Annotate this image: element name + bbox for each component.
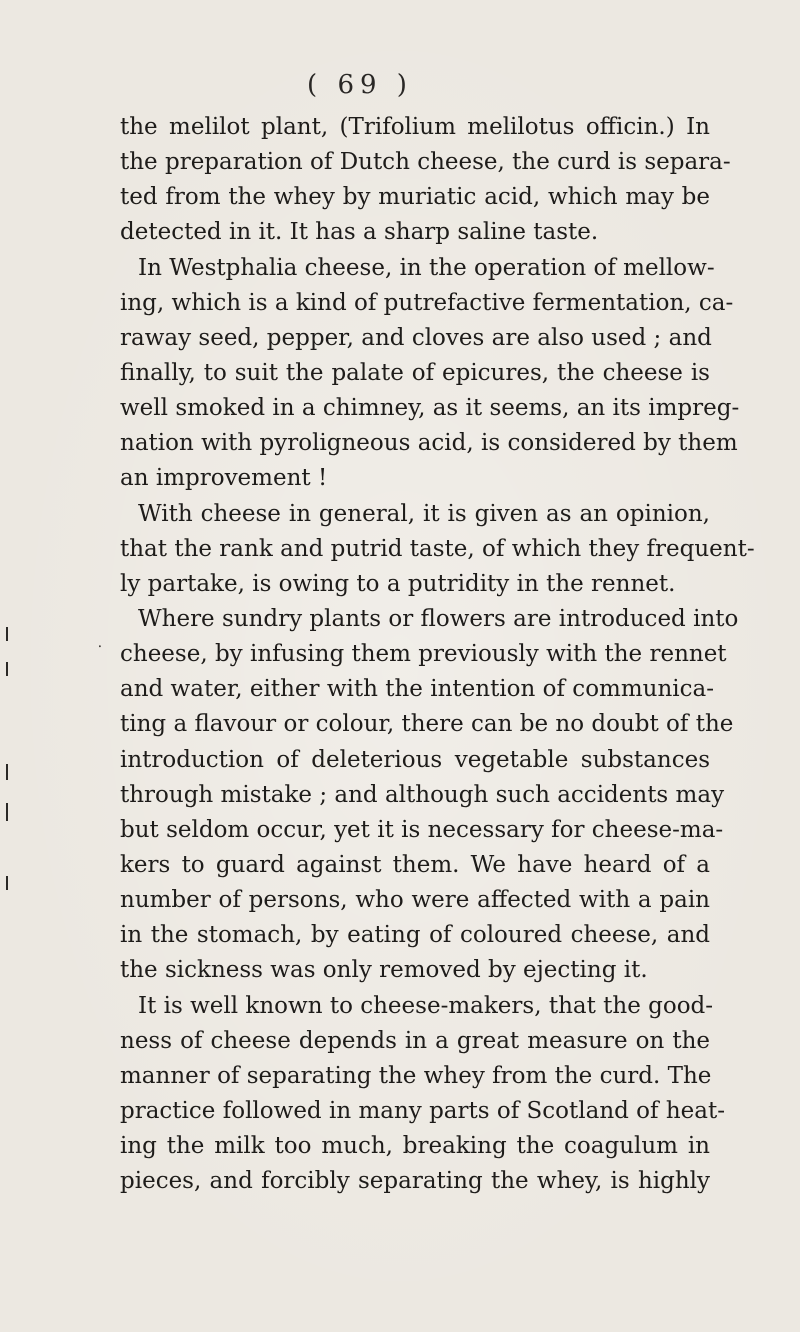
text-line: Where sundry plants or flowers are introduced into	[138, 605, 739, 632]
margin-mark: ⸱	[98, 639, 102, 655]
text-line: the preparation of Dutch cheese, the curd is separa-	[120, 149, 731, 176]
text-line: that the rank and putrid taste, of which they frequent-	[120, 535, 755, 562]
text-line: detected in it. It has a sharp saline taste.	[120, 219, 599, 246]
text-line: It is well known to cheese-makers, that the good-	[138, 992, 714, 1019]
text-line: in the stomach, by eating of coloured cheese, and	[120, 922, 710, 949]
text-line: the sickness was only removed by ejecting it.	[120, 957, 648, 984]
text-line: through mistake ; and although such accidents may	[120, 781, 725, 808]
text-line: ing, which is a kind of putrefactive fermentation, ca-	[120, 289, 734, 316]
page-edge-mark	[6, 876, 8, 890]
text-line: ness of cheese depends in a great measure on the	[120, 1027, 710, 1054]
text-line: the melilot plant, (Trifolium melilotus officin.) In	[120, 114, 710, 140]
text-line: and water, either with the intention of communica-	[120, 676, 715, 703]
text-line: ting a flavour or colour, there can be no doubt of the	[120, 711, 734, 738]
text-line: but seldom occur, yet it is necessary for cheese-ma-	[120, 816, 724, 843]
text-line: ly partake, is owing to a putridity in the rennet.	[120, 570, 676, 597]
page-edge-mark	[6, 662, 8, 676]
page-edge-mark	[6, 764, 8, 780]
text-line: With cheese in general, it is given as an opinion,	[138, 500, 710, 527]
text-line: an improvement !	[120, 465, 328, 492]
text-line: introduction of deleterious vegetable substances	[120, 746, 710, 773]
text-line: cheese, by infusing them previously with the rennet	[120, 641, 727, 668]
text-line: manner of separating the whey from the curd. The	[120, 1062, 712, 1089]
text-line: number of persons, who were affected with a pain	[120, 887, 710, 914]
page-edge-mark	[6, 803, 8, 821]
text-line: pieces, and forcibly separating the whey, is highly	[120, 1168, 710, 1195]
text-line: nation with pyroligneous acid, is considered by them	[120, 430, 738, 457]
text-line: ted from the whey by muriatic acid, which may be	[120, 184, 710, 211]
body-text	[120, 110, 755, 1199]
text-line: practice followed in many parts of Scotland of heat-	[120, 1097, 726, 1124]
text-line: raway seed, pepper, and cloves are also used ; and	[120, 324, 712, 351]
text-line: kers to guard against them. We have heard of a	[120, 851, 710, 878]
page-number: ( 69 )	[307, 70, 413, 100]
text-line: finally, to suit the palate of epicures, the cheese is	[120, 359, 710, 386]
text-line: In Westphalia cheese, in the operation of mellow-	[138, 254, 715, 281]
text-line: well smoked in a chimney, as it seems, an its impreg-	[120, 395, 740, 422]
page-edge-mark	[6, 627, 8, 641]
text-line: ing the milk too much, breaking the coagulum in	[120, 1133, 710, 1160]
